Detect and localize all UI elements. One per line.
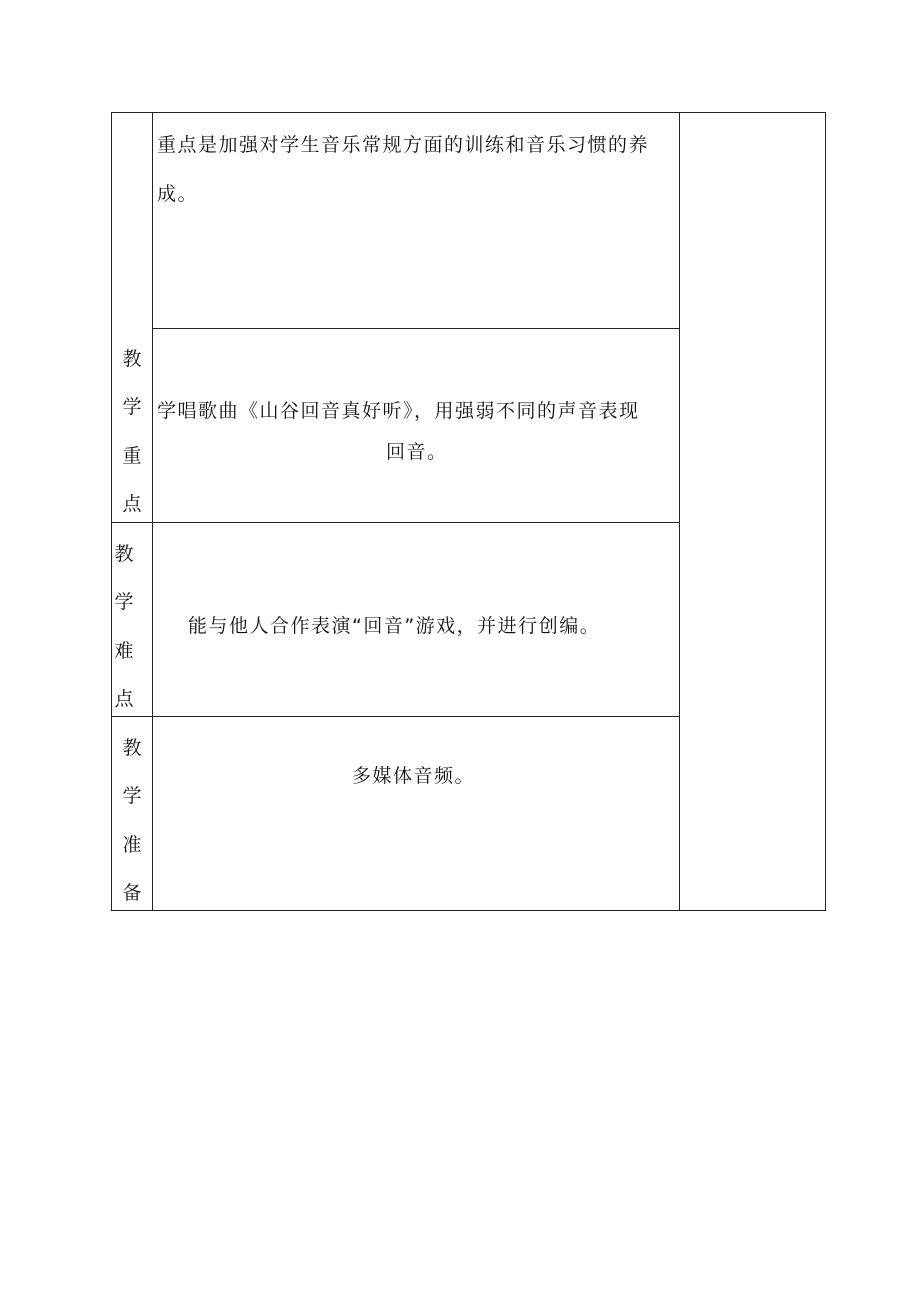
label-char: 点	[122, 493, 142, 515]
row-3-content-line-1: 能与他人合作表演“回音”游戏，并进行创编。	[188, 615, 601, 637]
column-divider	[152, 112, 153, 911]
label-char: 难	[114, 640, 134, 662]
row-divider	[111, 716, 680, 717]
label-char: 学	[122, 396, 142, 418]
row-divider	[152, 328, 680, 329]
label-char: 准	[122, 834, 142, 856]
label-char: 教	[122, 737, 142, 759]
table-top-border	[111, 112, 826, 113]
row-2-label	[120, 350, 144, 520]
label-char: 教	[114, 543, 134, 565]
row-2-content-line-1: 学唱歌曲《山谷回音真好听》，用强弱不同的声音表现	[157, 400, 640, 422]
row-3-label	[112, 545, 136, 715]
label-char: 教	[122, 348, 142, 370]
column-divider	[679, 112, 680, 911]
row-4-label	[120, 739, 144, 909]
row-2-content-line-2: 回音。	[386, 441, 448, 463]
table-right-border	[825, 112, 826, 911]
row-divider	[111, 522, 680, 523]
row-4-content-line-1: 多媒体音频。	[352, 765, 476, 787]
row-1-content-line-1: 重点是加强对学生音乐常规方面的训练和音乐习惯的养	[157, 134, 650, 156]
row-1-content-line-2: 成。	[157, 183, 199, 205]
label-char: 点	[114, 688, 134, 710]
label-char: 备	[122, 882, 142, 904]
label-char: 学	[114, 591, 134, 613]
label-char: 重	[122, 445, 142, 467]
table-bottom-border	[111, 910, 826, 911]
table-left-border	[111, 112, 112, 911]
label-char: 学	[122, 785, 142, 807]
